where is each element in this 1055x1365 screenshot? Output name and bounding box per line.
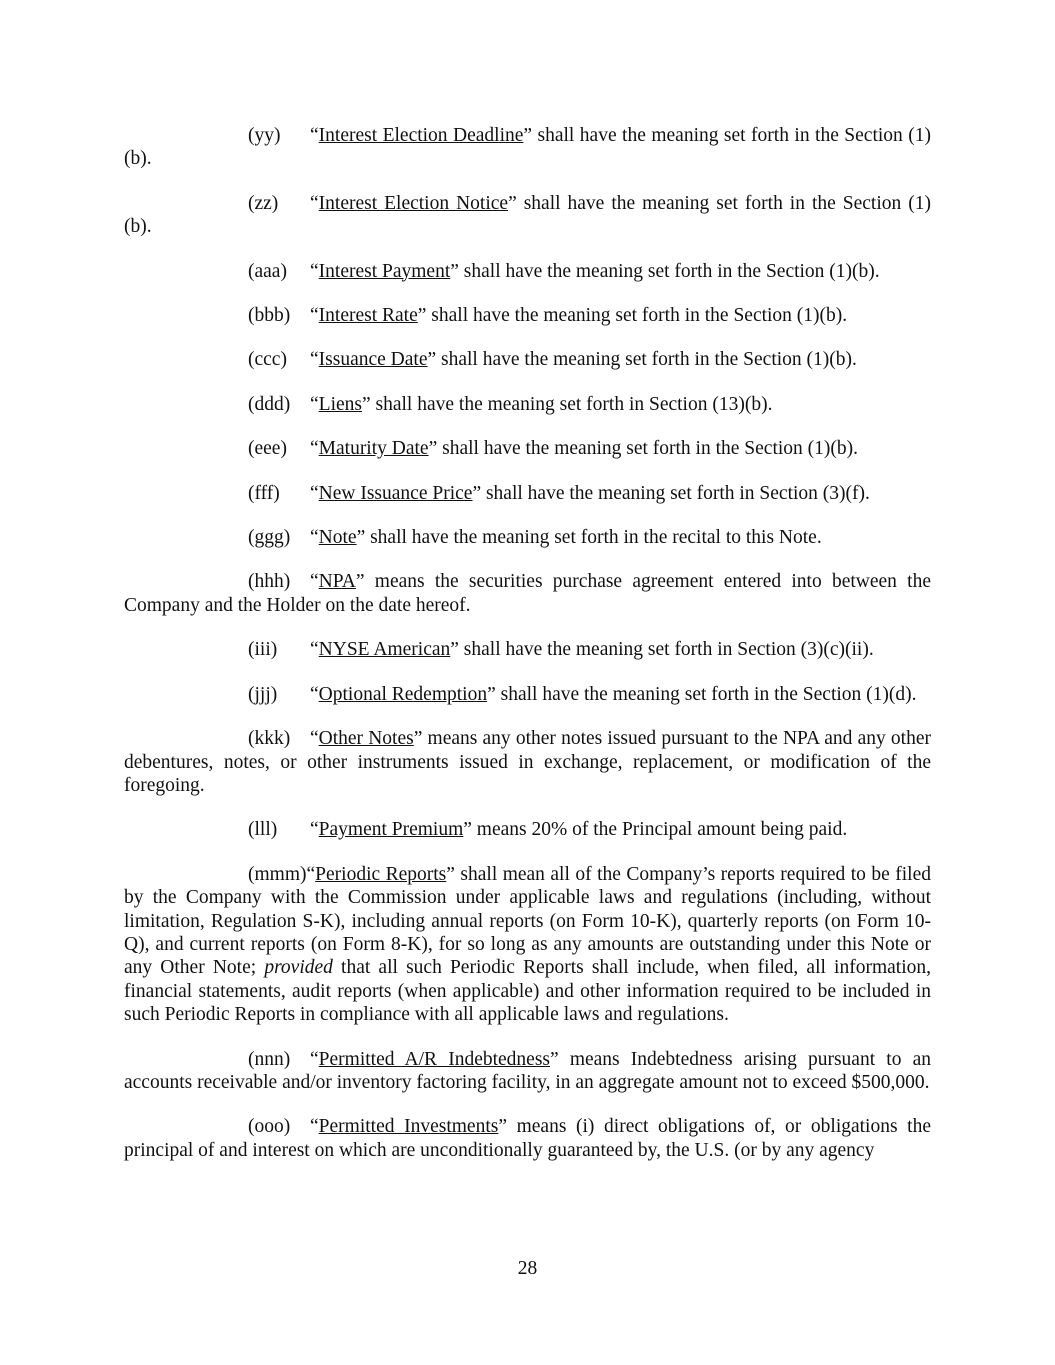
- page-number: 28: [517, 1258, 538, 1279]
- defined-term: NPA: [318, 571, 356, 593]
- definition-number: (kkk): [248, 728, 291, 750]
- definition-lll: (lll) “Payment Premium” means 20% of the Principal amount being paid.: [248, 819, 848, 841]
- definition-number: (bbb): [248, 305, 291, 327]
- definition-number: (lll): [248, 819, 278, 841]
- definition-number: (ggg): [248, 527, 291, 549]
- defined-term: Periodic Reports: [315, 863, 447, 885]
- defined-term: Issuance Date: [318, 349, 428, 371]
- definition-hhh: (hhh) “NPA” means the securities purchase agreement entered into between the Company and the Holder on the date hereof.: [124, 571, 931, 616]
- defined-term: Permitted Investments: [318, 1116, 499, 1138]
- definition-kkk: (kkk) “Other Notes” means any other notes issued pursuant to the NPA and any other debentures, notes, or other instruments issued in exchange, replacement, or modification of the foregoing.: [124, 728, 931, 796]
- definition-jjj: (jjj) “Optional Redemption” shall have the meaning set forth in the Section (1)(d).: [248, 683, 917, 705]
- defined-term: Interest Election Notice: [318, 192, 509, 214]
- definition-fff: (fff) “New Issuance Price” shall have the meaning set forth in Section (3)(f).: [248, 482, 870, 504]
- definition-ccc: (ccc) “Issuance Date” shall have the meaning set forth in the Section (1)(b).: [248, 349, 857, 371]
- definition-number: (jjj): [248, 683, 278, 705]
- definition-ggg: (ggg) “Note” shall have the meaning set forth in the recital to this Note.: [248, 527, 822, 549]
- defined-term: Interest Election Deadline: [318, 125, 524, 146]
- defined-term: Liens: [318, 393, 362, 415]
- definition-bbb: (bbb) “Interest Rate” shall have the meaning set forth in the Section (1)(b).: [248, 305, 848, 327]
- definition-aaa: (aaa) “Interest Payment” shall have the meaning set forth in the Section (1)(b).: [248, 260, 880, 282]
- definition-number: (fff): [248, 482, 280, 504]
- defined-term: Maturity Date: [318, 438, 429, 460]
- definition-mmm: (mmm)“Periodic Reports” shall mean all of the Company’s reports required to be filed by the Company with the Commission under applicable laws and regulations (including, without limitation, Regulation S-K), including annual reports (on Form 10-K), quarterly reports (on Form 10-Q), and current reports (on Form 8-K), for so long as any amounts are outstanding under this Note or any Other Note; provided that all such Periodic Reports shall include, when filed, all information, financial statements, audit reports (when applicable) and other information required to be included in such Periodic Reports in compliance with all applicable laws and regulations.: [124, 863, 931, 1026]
- definition-number: (iii): [248, 639, 278, 661]
- defined-term: Optional Redemption: [318, 683, 488, 705]
- definition-nnn: (nnn) “Permitted A/R Indebtedness” means Indebtedness arising pursuant to an accounts receivable and/or inventory factoring facility, in an aggregate amount not to exceed $500,000.: [124, 1048, 931, 1093]
- definition-yy: (yy) “Interest Election Deadline” shall have the meaning set forth in the Section (1)(b).: [124, 125, 931, 170]
- definition-number: (mmm): [248, 863, 307, 885]
- definition-eee: (eee) “Maturity Date” shall have the meaning set forth in the Section (1)(b).: [248, 438, 859, 460]
- defined-term: Other Notes: [318, 728, 414, 750]
- definition-number: (yy): [248, 125, 281, 146]
- defined-term: Note: [318, 527, 357, 549]
- definition-ddd: (ddd) “Liens” shall have the meaning set forth in Section (13)(b).: [248, 393, 773, 415]
- defined-term: Interest Payment: [318, 260, 451, 282]
- definition-number: (nnn): [248, 1048, 291, 1070]
- definition-number: (hhh): [248, 571, 291, 593]
- defined-term: Payment Premium: [318, 819, 464, 841]
- defined-term: NYSE American: [318, 639, 451, 661]
- definition-ooo: (ooo) “Permitted Investments” means (i) direct obligations of, or obligations the principal of and interest on which are unconditionally guaranteed by, the U.S. (or by any agency: [124, 1116, 931, 1161]
- defined-term: Permitted A/R Indebtedness: [318, 1048, 551, 1070]
- definition-number: (aaa): [248, 260, 287, 282]
- definition-number: (ddd): [248, 393, 291, 415]
- definition-number: (ccc): [248, 349, 287, 371]
- definition-number: (eee): [248, 438, 287, 460]
- italic-term: provided: [264, 957, 333, 979]
- definition-zz: (zz) “Interest Election Notice” shall have the meaning set forth in the Section (1)(b).: [124, 192, 931, 238]
- definitions-list: [124, 124, 931, 1183]
- definition-iii: (iii) “NYSE American” shall have the meaning set forth in Section (3)(c)(ii).: [248, 639, 874, 661]
- definition-number: (zz): [248, 192, 279, 214]
- defined-term: Interest Rate: [318, 305, 418, 327]
- definition-number: (ooo): [248, 1116, 291, 1138]
- defined-term: New Issuance Price: [318, 482, 473, 504]
